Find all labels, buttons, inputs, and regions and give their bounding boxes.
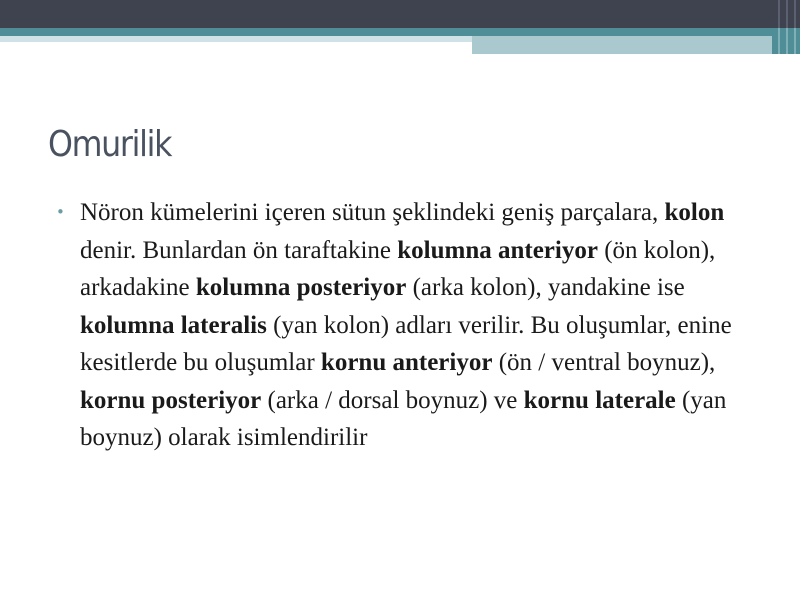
bold-term: kolon — [664, 199, 725, 226]
header-band-mid — [472, 36, 772, 54]
header-band-dark — [0, 0, 772, 28]
paragraph-run: (yan kolon) adları verilir. Bu oluşumlar, enine kesitlerde bu oluşumlar — [80, 311, 732, 376]
slide-title: Omurilik — [48, 124, 172, 165]
bold-term: kornu laterale — [523, 386, 676, 414]
header-band-light — [0, 36, 472, 42]
bold-term: kornu anteriyor — [320, 349, 493, 376]
bullet-marker: • — [56, 203, 65, 221]
slide-body — [56, 199, 756, 457]
bold-term: kolumna lateralis — [80, 311, 267, 339]
paragraph-run: (arka kolon), yandakine ise — [406, 274, 685, 301]
bullet-paragraph — [80, 194, 756, 457]
bold-term: kornu posteriyor — [80, 386, 262, 414]
paragraph-run: Nöron kümelerini içeren sütun şeklindeki geniş parçalara, — [80, 199, 665, 226]
paragraph-run: (arka / dorsal boynuz) ve — [261, 386, 524, 414]
header-edge-stripes-lower — [772, 28, 800, 54]
bullet-item — [56, 199, 756, 457]
bold-term: kolumna anteriyor — [397, 236, 598, 264]
bold-term: kolumna posteriyor — [195, 274, 407, 301]
paragraph-run: (yan boynuz) olarak isimlendirilir — [80, 386, 727, 451]
paragraph-run: (ön / ventral boynuz), — [492, 349, 716, 376]
header-band-teal — [0, 28, 772, 36]
paragraph-run: (ön kolon), arkadakine — [80, 236, 716, 301]
paragraph-run: denir. Bunlardan ön taraftakine — [80, 236, 398, 264]
